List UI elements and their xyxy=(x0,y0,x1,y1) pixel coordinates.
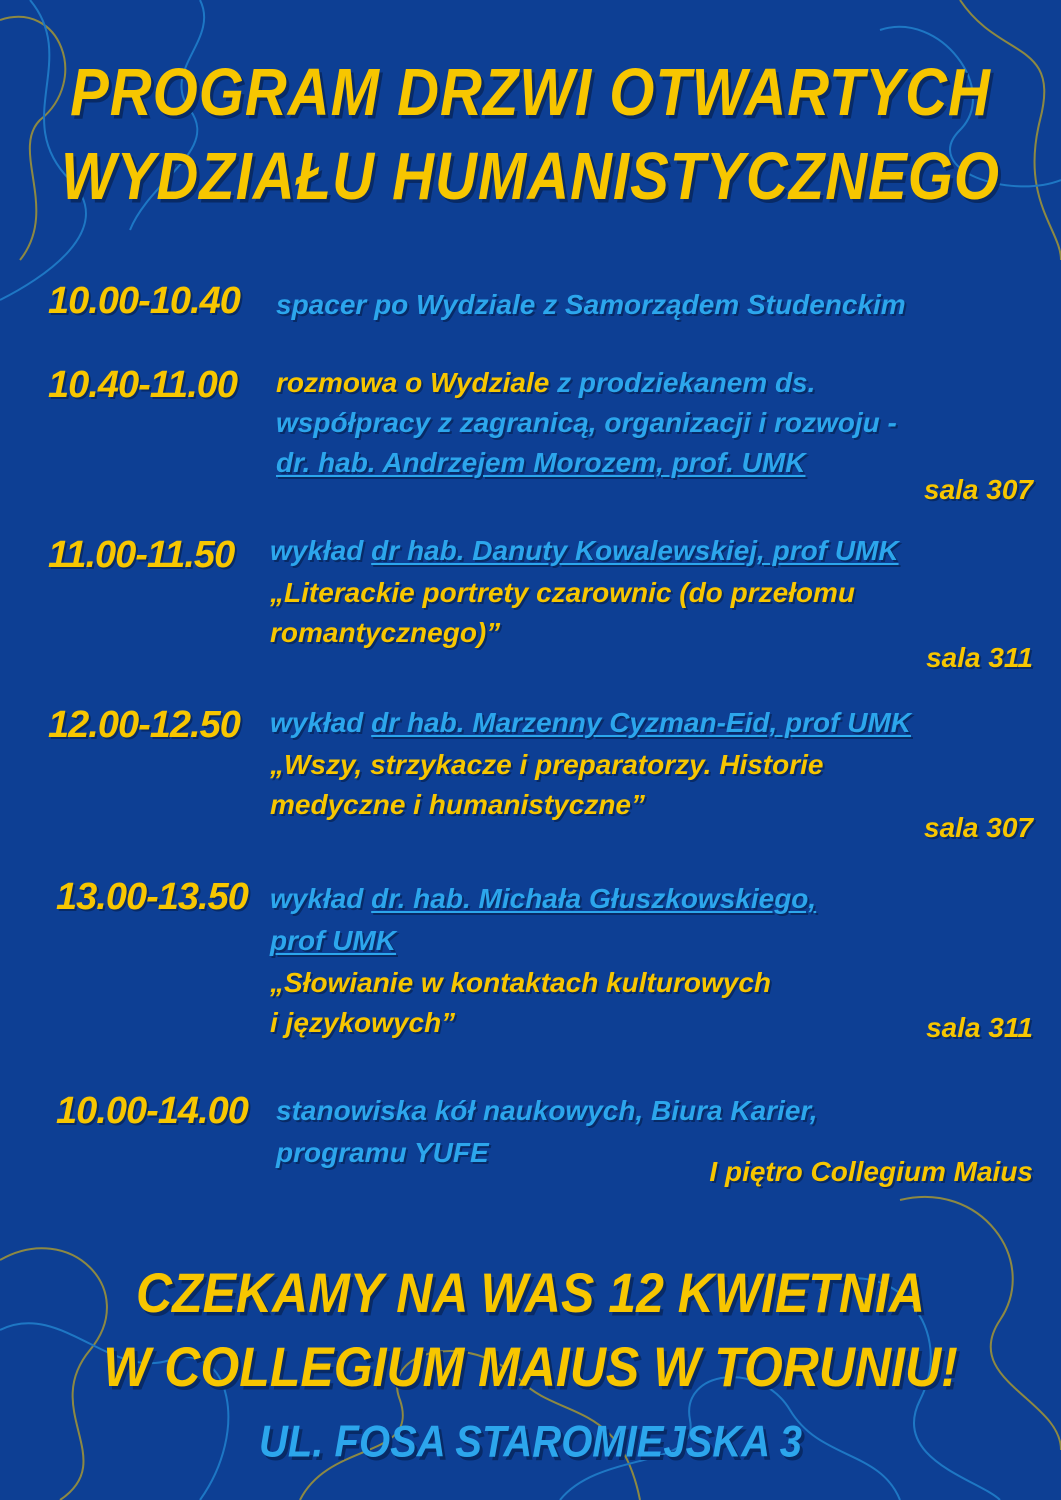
room-label: sala 311 xyxy=(926,642,1033,673)
time-slot: 12.00-12.50 xyxy=(48,704,240,746)
time-slot: 11.00-11.50 xyxy=(48,534,235,576)
event-type: wykład xyxy=(270,883,372,914)
speaker-link[interactable]: dr hab. Marzenny Cyzman-Eid, prof UMK xyxy=(371,707,911,738)
event-type: wykład xyxy=(270,707,372,738)
event-type: wykład xyxy=(270,535,372,566)
room-label: sala 307 xyxy=(924,812,1033,843)
speaker-link[interactable]: dr. hab. Michała Głuszkowskiego, xyxy=(371,883,817,914)
location-label: I piętro Collegium Maius xyxy=(709,1156,1033,1187)
event-description-line: stanowiska kół naukowych, Biura Karier, xyxy=(276,1095,818,1126)
time-slot: 10.00-10.40 xyxy=(48,280,240,322)
speaker-link[interactable]: dr. hab. Andrzejem Morozem, prof. UMK xyxy=(276,447,806,478)
speaker-link[interactable]: dr hab. Danuty Kowalewskiej, prof UMK xyxy=(371,535,899,566)
event-description-line xyxy=(276,364,815,402)
event-description-line: programu YUFE xyxy=(276,1137,489,1168)
title-line-1: PROGRAM DRZWI OTWARTYCH xyxy=(70,55,991,130)
speaker-link[interactable]: prof UMK xyxy=(270,925,396,956)
address: UL. FOSA STAROMIEJSKA 3 xyxy=(258,1417,802,1467)
event-description: spacer po Wydziale z Samorządem Studenckim xyxy=(276,289,906,320)
event-description-line xyxy=(270,880,816,918)
time-slot: 10.40-11.00 xyxy=(48,364,238,406)
title-line-2: WYDZIAŁU HUMANISTYCZNEGO xyxy=(60,139,1001,214)
footer-line-1: CZEKAMY NA WAS 12 KWIETNIA xyxy=(136,1261,925,1325)
room-label: sala 307 xyxy=(924,474,1033,505)
footer-line-2: W COLLEGIUM MAIUS W TORUNIU! xyxy=(103,1335,958,1399)
lecture-title-line: medyczne i humanistyczne” xyxy=(270,789,646,820)
event-topic: rozmowa o Wydziale xyxy=(276,367,550,398)
event-host: z prodziekanem ds. xyxy=(549,367,816,398)
lecture-title-line: „Wszy, strzykacze i preparatorzy. Historie xyxy=(270,749,824,780)
lecture-title-line: „Słowianie w kontaktach kulturowych xyxy=(270,967,771,998)
time-slot: 10.00-14.00 xyxy=(56,1090,248,1132)
lecture-title-line: i językowych” xyxy=(270,1007,456,1038)
lecture-title-line: romantycznego)” xyxy=(270,617,501,648)
time-slot: 13.00-13.50 xyxy=(56,876,248,918)
event-description-line xyxy=(270,704,911,742)
room-label: sala 311 xyxy=(926,1012,1033,1043)
event-description-line xyxy=(270,532,899,570)
event-description-line: współpracy z zagranicą, organizacji i rozwoju - xyxy=(276,407,897,438)
lecture-title-line: „Literackie portrety czarownic (do przełomu xyxy=(270,577,856,608)
